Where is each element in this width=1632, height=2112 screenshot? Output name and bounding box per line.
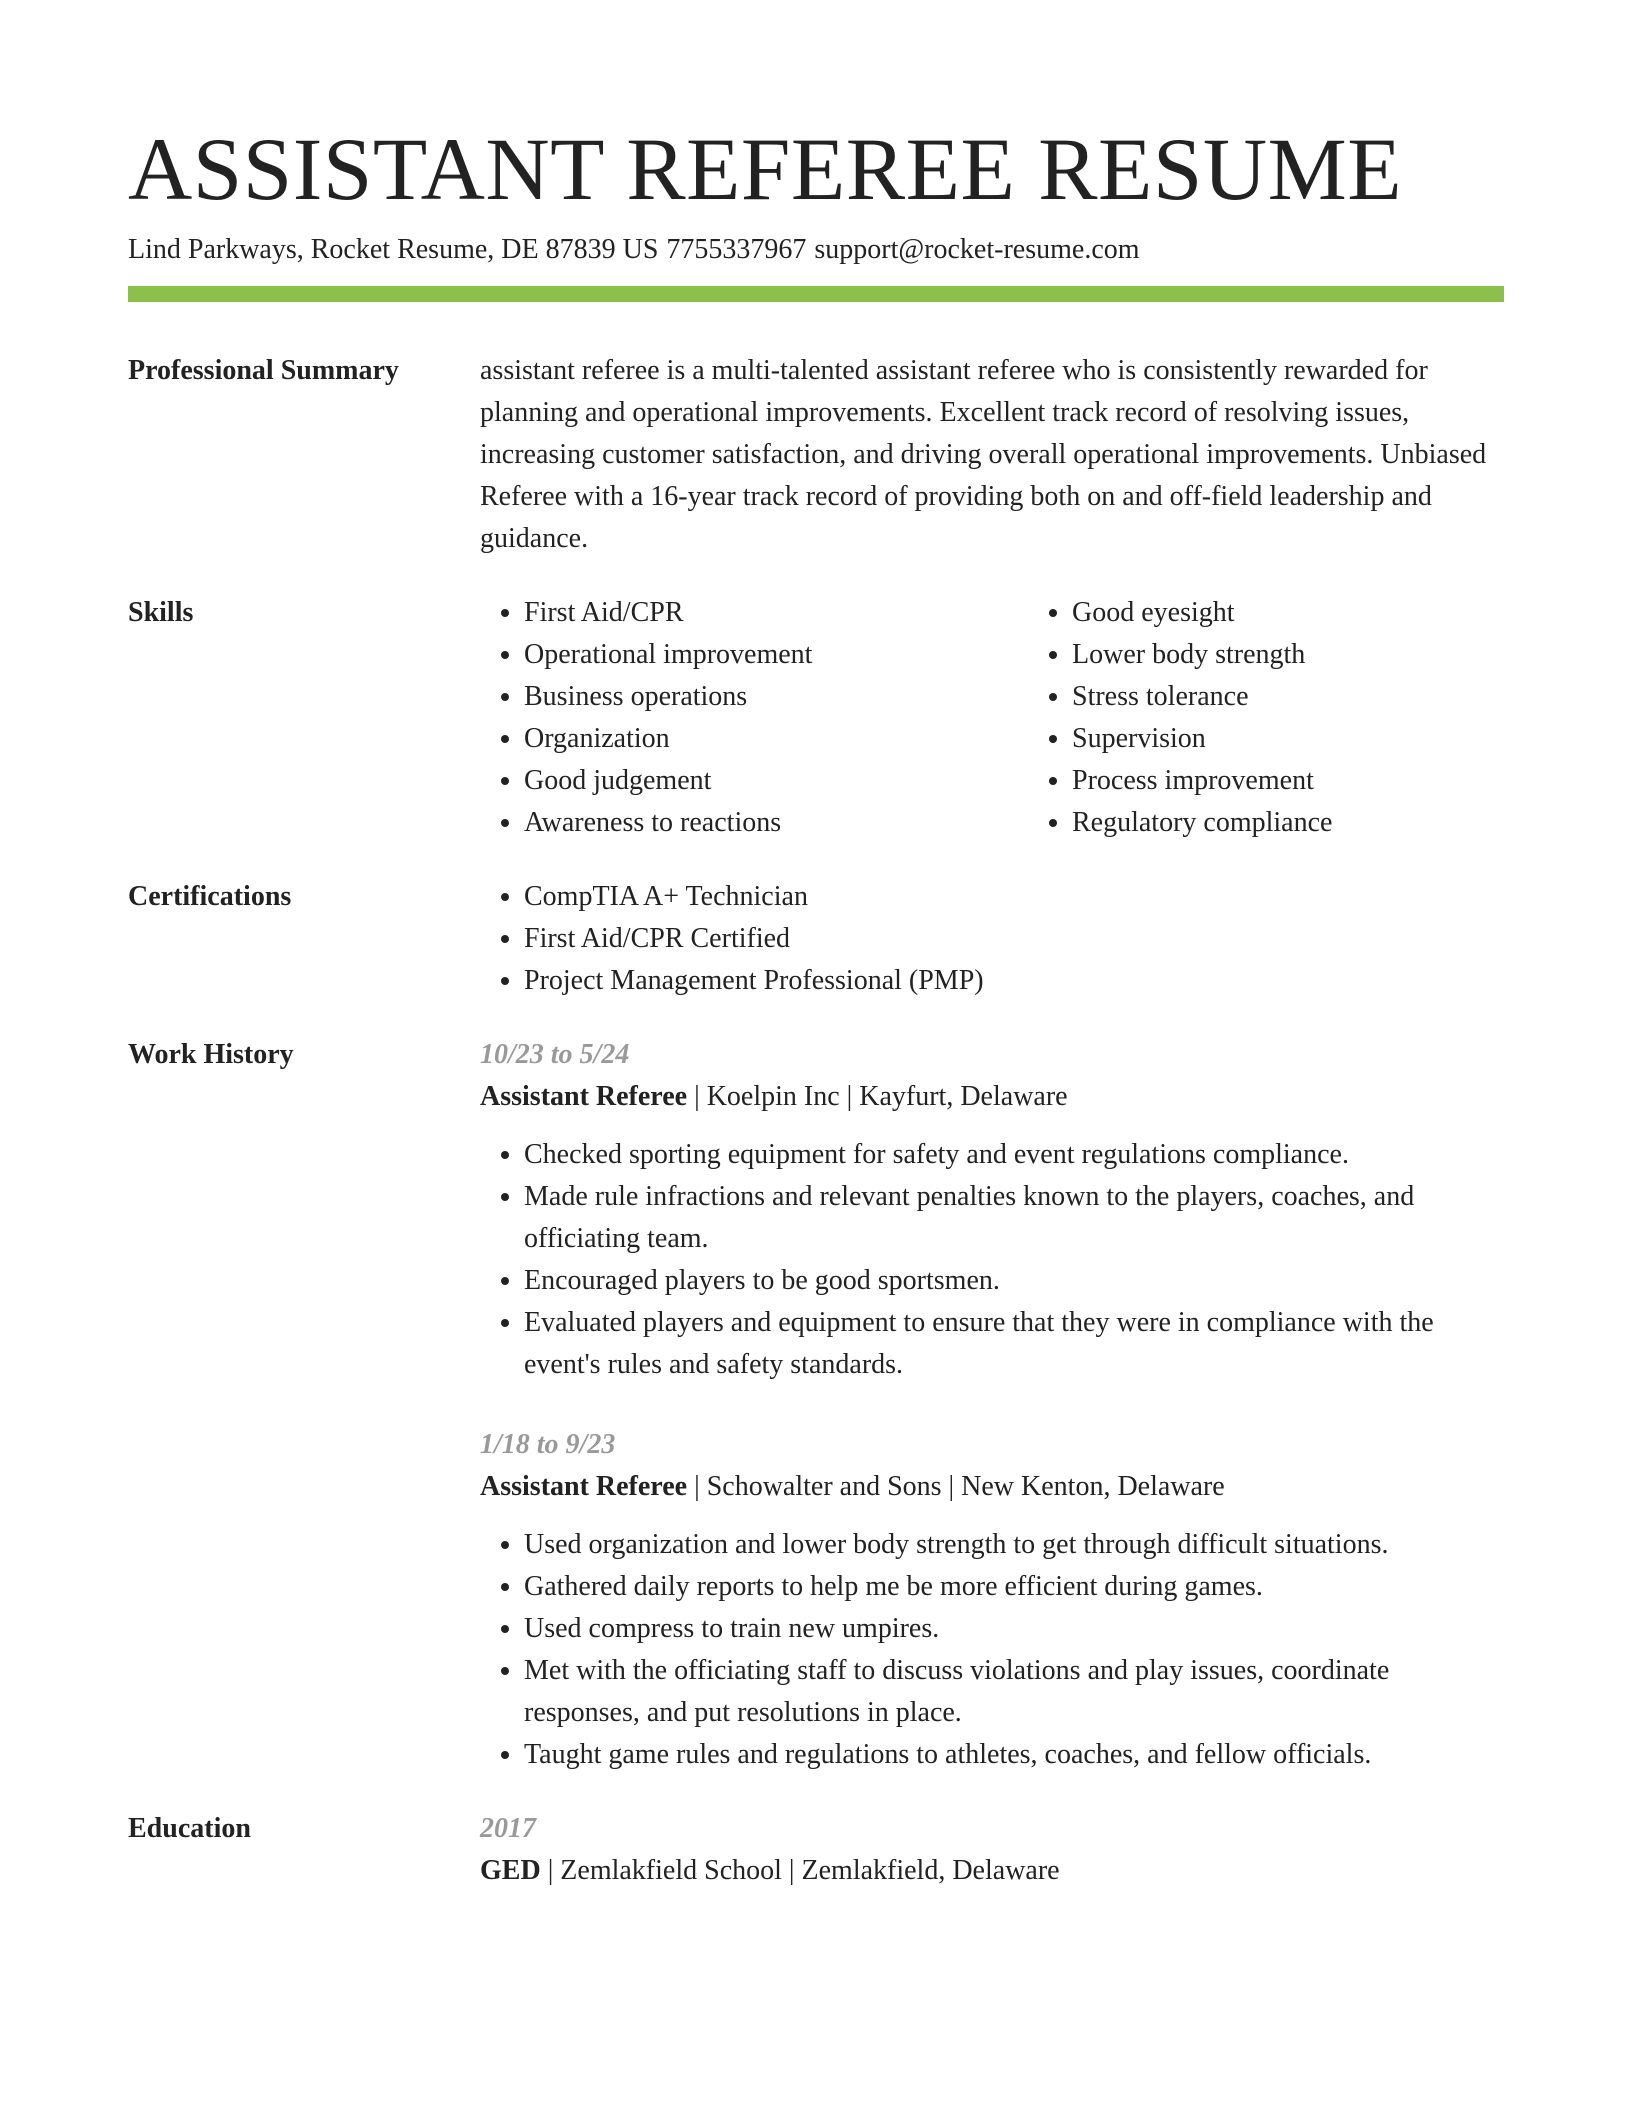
education-degree: GED bbox=[480, 1855, 541, 1886]
skills-list-right bbox=[1028, 592, 1576, 844]
certifications-list bbox=[480, 876, 1504, 1002]
work-history-section bbox=[128, 1034, 1504, 1776]
certification-item: • Project Management Professional (PMP) bbox=[524, 960, 1504, 1002]
summary-text: assistant referee is a multi-talented assistant referee who is consistently rewarded for planning and operational improvements. Excellent track record of resolving issues, increasing customer satisfaction, and driving overall operational improvements. Unbiased Referee with a 16-year track record of providing both on and off-field leadership and guidance. bbox=[480, 355, 1487, 554]
education-body bbox=[480, 1808, 1504, 1892]
job-details: | Schowalter and Sons | New Kenton, Delaware bbox=[687, 1471, 1225, 1502]
job-title: Assistant Referee bbox=[480, 1471, 688, 1502]
page-title: ASSISTANT REFEREE RESUME bbox=[128, 121, 1403, 219]
certifications-section bbox=[128, 876, 1504, 1002]
contact-email: support@rocket-resume.com bbox=[814, 234, 1140, 265]
job-bullet: • Used compress to train new umpires. bbox=[524, 1608, 1504, 1650]
summary-body bbox=[480, 350, 1504, 560]
job-bullet: • Taught game rules and regulations to athletes, coaches, and fellow officials. bbox=[524, 1734, 1504, 1776]
job-bullet: • Checked sporting equipment for safety and event regulations compliance. bbox=[524, 1134, 1504, 1176]
certifications-heading: Certifications bbox=[128, 881, 292, 912]
job-details: | Koelpin Inc | Kayfurt, Delaware bbox=[687, 1081, 1068, 1112]
summary-section bbox=[128, 350, 1504, 560]
job-title: Assistant Referee bbox=[480, 1081, 688, 1112]
certification-item: • First Aid/CPR Certified bbox=[524, 918, 1504, 960]
job-dates: 10/23 to 5/24 bbox=[480, 1039, 630, 1070]
skill-item: • Business operations bbox=[524, 676, 1028, 718]
job-bullet: • Made rule infractions and relevant penalties known to the players, coaches, and officiating team. bbox=[524, 1176, 1504, 1260]
job-bullet: • Met with the officiating staff to discuss violations and play issues, coordinate responses, and put resolutions in place. bbox=[524, 1650, 1504, 1734]
skill-item: • Process improvement bbox=[1072, 760, 1576, 802]
skill-item: • Lower body strength bbox=[1072, 634, 1576, 676]
job-bullet: • Gathered daily reports to help me be more efficient during games. bbox=[524, 1566, 1504, 1608]
certifications-body bbox=[480, 876, 1504, 1002]
job-title-line bbox=[480, 1076, 1504, 1118]
work-history-body bbox=[480, 1034, 1504, 1776]
contact-address: Lind Parkways, Rocket Resume, DE 87839 US bbox=[128, 234, 659, 265]
contact-phone: 7755337967 bbox=[666, 234, 807, 265]
job-entry bbox=[480, 1034, 1504, 1386]
education-section bbox=[128, 1808, 1504, 1892]
summary-heading: Professional Summary bbox=[128, 355, 399, 386]
job-dates: 1/18 to 9/23 bbox=[480, 1429, 616, 1460]
skill-item: • Stress tolerance bbox=[1072, 676, 1576, 718]
education-heading: Education bbox=[128, 1813, 251, 1844]
job-bullets bbox=[480, 1134, 1504, 1386]
job-bullet: • Encouraged players to be good sportsmen. bbox=[524, 1260, 1504, 1302]
skill-item: • Good judgement bbox=[524, 760, 1028, 802]
skill-item: • Organization bbox=[524, 718, 1028, 760]
skill-item: • Awareness to reactions bbox=[524, 802, 1028, 844]
contact-line bbox=[128, 232, 1504, 268]
education-details: | Zemlakfield School | Zemlakfield, Delaware bbox=[540, 1855, 1060, 1886]
skills-list-left bbox=[480, 592, 1028, 844]
skills-heading: Skills bbox=[128, 597, 194, 628]
skills-section bbox=[128, 592, 1504, 844]
skill-item: • Regulatory compliance bbox=[1072, 802, 1576, 844]
skill-item: • Operational improvement bbox=[524, 634, 1028, 676]
skill-item: • First Aid/CPR bbox=[524, 592, 1028, 634]
certification-item: • CompTIA A+ Technician bbox=[524, 876, 1504, 918]
education-line bbox=[480, 1850, 1504, 1892]
skills-body bbox=[480, 592, 1576, 844]
header-divider bbox=[128, 286, 1504, 302]
skill-item: • Supervision bbox=[1072, 718, 1576, 760]
skill-item: • Good eyesight bbox=[1072, 592, 1576, 634]
job-bullets bbox=[480, 1524, 1504, 1776]
job-title-line bbox=[480, 1466, 1504, 1508]
education-year: 2017 bbox=[480, 1813, 536, 1844]
job-entry bbox=[480, 1424, 1504, 1776]
work-history-heading: Work History bbox=[128, 1039, 294, 1070]
job-bullet: • Used organization and lower body strength to get through difficult situations. bbox=[524, 1524, 1504, 1566]
job-bullet: • Evaluated players and equipment to ensure that they were in compliance with the event's rules and safety standards. bbox=[524, 1302, 1504, 1386]
